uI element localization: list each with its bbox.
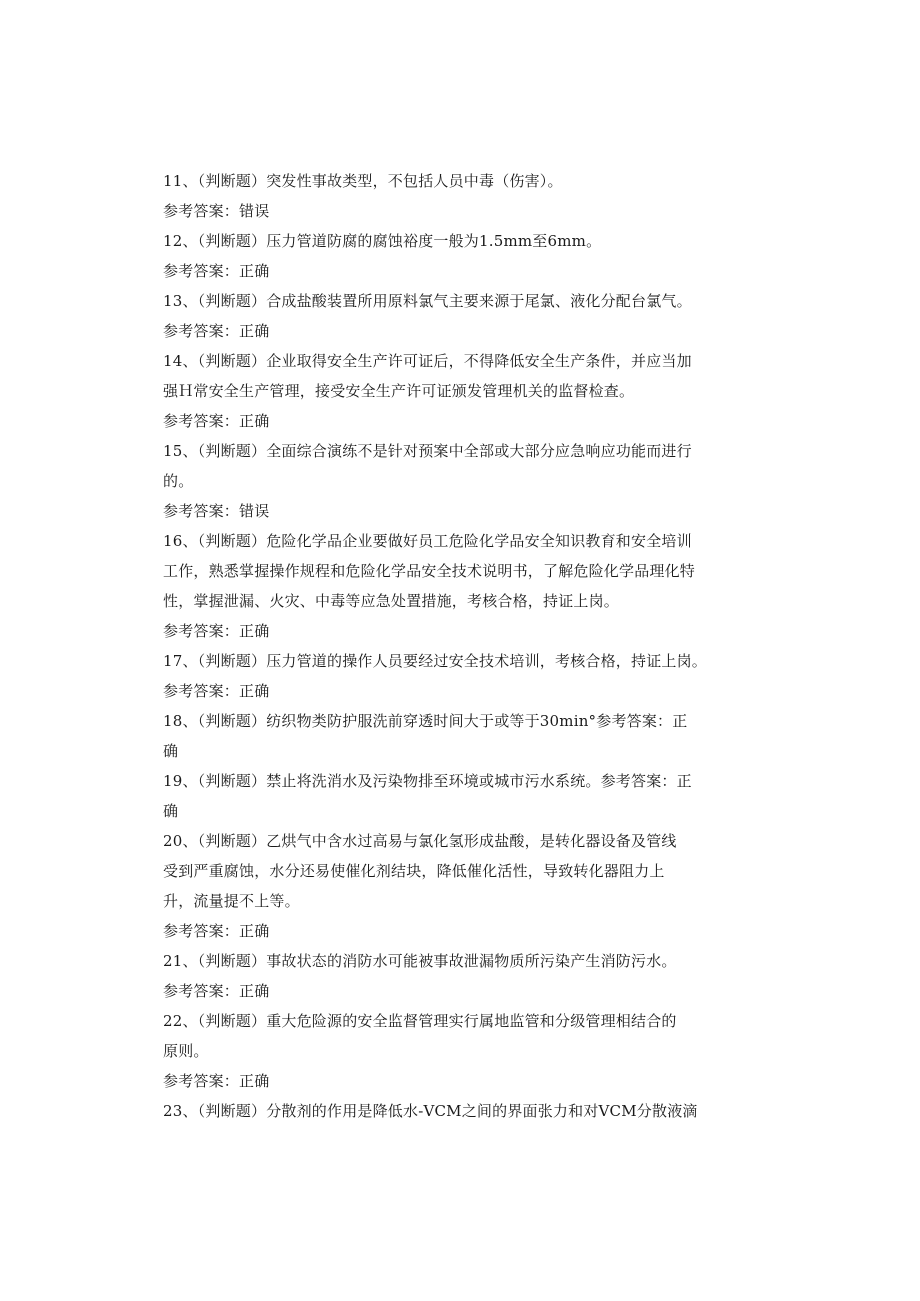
question-20: 20、（判断题）乙烘气中含水过高易与氯化氢形成盐酸，是转化器设备及管线 — [163, 832, 677, 850]
question-14-continued: 强Ｈ常安全生产管理，接受安全生产许可证颁发管理机关的监督检查。 — [163, 382, 635, 400]
document-page — [163, 166, 763, 1126]
question-20-continued: 受到严重腐蚀，水分还易使催化剂结块，降低催化活性，导致转化器阻力上 — [163, 862, 665, 880]
answer-13: 参考答案：正确 — [163, 322, 270, 340]
question-19-continued: 确 — [163, 802, 179, 820]
question-22: 22、（判断题）重大危险源的安全监督管理实行属地监管和分级管理相结合的 — [163, 1012, 677, 1030]
answer-14: 参考答案：正确 — [163, 412, 270, 430]
question-14: 14、（判断题）企业取得安全生产许可证后，不得降低安全生产条件，并应当加 — [163, 352, 692, 370]
answer-16: 参考答案：正确 — [163, 622, 270, 640]
answer-21: 参考答案：正确 — [163, 982, 270, 1000]
question-20-continued: 升，流量提不上等。 — [163, 892, 300, 910]
answer-20: 参考答案：正确 — [163, 922, 270, 940]
question-12: 12、（判断题）压力管道防腐的腐蚀裕度一般为1.5mm至6mm。 — [163, 232, 602, 250]
answer-17: 参考答案：正确 — [163, 682, 270, 700]
question-18: 18、（判断题）纺织物类防护服洗前穿透时间大于或等于30min°参考答案：正 — [163, 712, 688, 730]
answer-12: 参考答案：正确 — [163, 262, 270, 280]
question-16-continued: 工作，熟悉掌握操作规程和危险化学品安全技术说明书，了解危险化学品理化特 — [163, 562, 696, 580]
answer-15: 参考答案：错误 — [163, 502, 270, 520]
question-13: 13、（判断题）合成盐酸装置所用原料氯气主要来源于尾氯、液化分配台氯气。 — [163, 292, 692, 310]
question-23: 23、（判断题）分散剂的作用是降低水-VCM之间的界面张力和对VCM分散液滴 — [163, 1102, 698, 1120]
question-17: 17、（判断题）压力管道的操作人员要经过安全技术培训，考核合格，持证上岗。 — [163, 652, 707, 670]
question-19: 19、（判断题）禁止将洗消水及污染物排至环境或城市污水系统。参考答案：正 — [163, 772, 692, 790]
question-18-continued: 确 — [163, 742, 179, 760]
question-21: 21、（判断题）事故状态的消防水可能被事故泄漏物质所污染产生消防污水。 — [163, 952, 677, 970]
question-11: 11、（判断题）突发性事故类型，不包括人员中毒（伤害）。 — [163, 172, 563, 190]
answer-22: 参考答案：正确 — [163, 1072, 270, 1090]
question-15: 15、（判断题）全面综合演练不是针对预案中全部或大部分应急响应功能而进行 — [163, 442, 692, 460]
question-16-continued: 性，掌握泄漏、火灾、中毒等应急处置措施，考核合格，持证上岗。 — [163, 592, 620, 610]
question-22-continued: 原则。 — [163, 1042, 209, 1060]
question-15-continued: 的。 — [163, 472, 194, 490]
question-16: 16、（判断题）危险化学品企业要做好员工危险化学品安全知识教育和安全培训 — [163, 532, 692, 550]
answer-11: 参考答案：错误 — [163, 202, 270, 220]
